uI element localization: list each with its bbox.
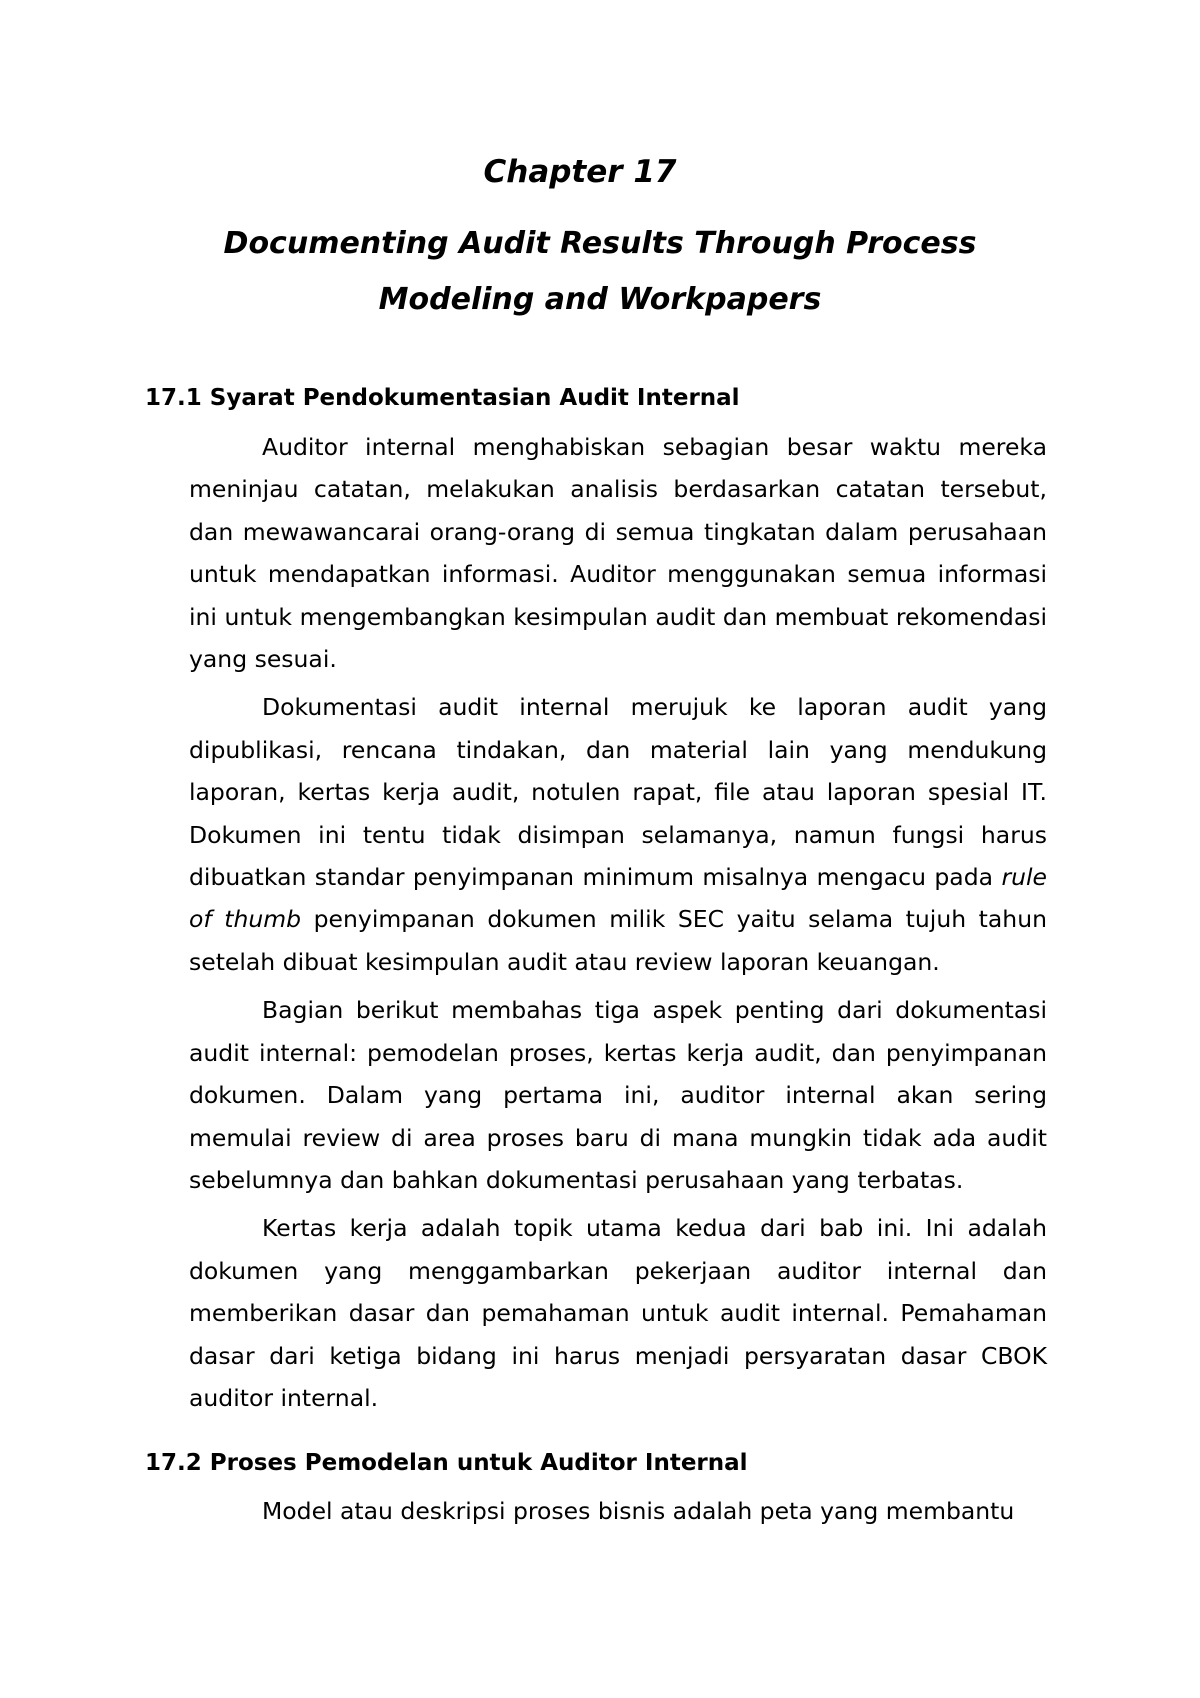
section-heading-17-1: 17.1 Syarat Pendokumentasian Audit Internal	[145, 385, 740, 411]
section-17-1-body	[189, 426, 1047, 1425]
paragraph-4: Kertas kerja adalah topik utama kedua dari bab ini. Ini adalah dokumen yang menggambarkan pekerjaan auditor internal dan memberikan dasar dan pemahaman untuk audit internal. Pemahaman dasar dari ketiga bidang ini harus menjadi persyaratan dasar CBOK auditor internal.	[189, 1214, 1047, 1412]
paragraph-1: Auditor internal menghabiskan sebagian besar waktu mereka meninjau catatan, melakukan analisis berdasarkan catatan tersebut, dan mewawancarai orang-orang di semua tingkatan dalam perusahaan untuk mendapatkan informasi. Auditor menggunakan semua informasi ini untuk mengembangkan kesimpulan audit dan membuat rekomendasi yang sesuai.	[189, 433, 1047, 674]
section-heading-17-2: 17.2 Proses Pemodelan untuk Auditor Internal	[145, 1450, 748, 1476]
paragraph-3: Bagian berikut membahas tiga aspek penting dari dokumentasi audit internal: pemodelan proses, kertas kerja audit, dan penyimpanan dokumen. Dalam yang pertama ini, auditor internal akan sering memulai review di area proses baru di mana mungkin tidak ada audit sebelumnya dan bahkan dokumentasi perusahaan yang terbatas.	[189, 996, 1047, 1194]
paragraph-5: Model atau deskripsi proses bisnis adalah peta yang membantu	[262, 1497, 1015, 1525]
paragraph-2-italic-term: rule of thumb	[189, 863, 1047, 934]
paragraph-2	[189, 686, 1047, 983]
chapter-subtitle-line-1: Documenting Audit Results Through Process	[223, 226, 977, 261]
chapter-subtitle-line-2: Modeling and Workpapers	[378, 282, 822, 317]
section-17-2-body	[189, 1490, 1047, 1532]
chapter-subtitle	[0, 216, 1200, 328]
paragraph-2-text-after: penyimpanan dokumen milik SEC yaitu selama tujuh tahun setelah dibuat kesimpulan audit atau review laporan keuangan.	[189, 905, 1047, 976]
chapter-title: Chapter 17	[483, 154, 677, 190]
paragraph-2-text-before: Dokumentasi audit internal merujuk ke laporan audit yang dipublikasi, rencana tindakan, dan material lain yang mendukung laporan, kertas kerja audit, notulen rapat, file atau laporan spesial IT. Dokumen ini tentu tidak disimpan selamanya, namun fungsi harus dibuatkan standar penyimpanan minimum misalnya mengacu pada	[189, 693, 1047, 892]
